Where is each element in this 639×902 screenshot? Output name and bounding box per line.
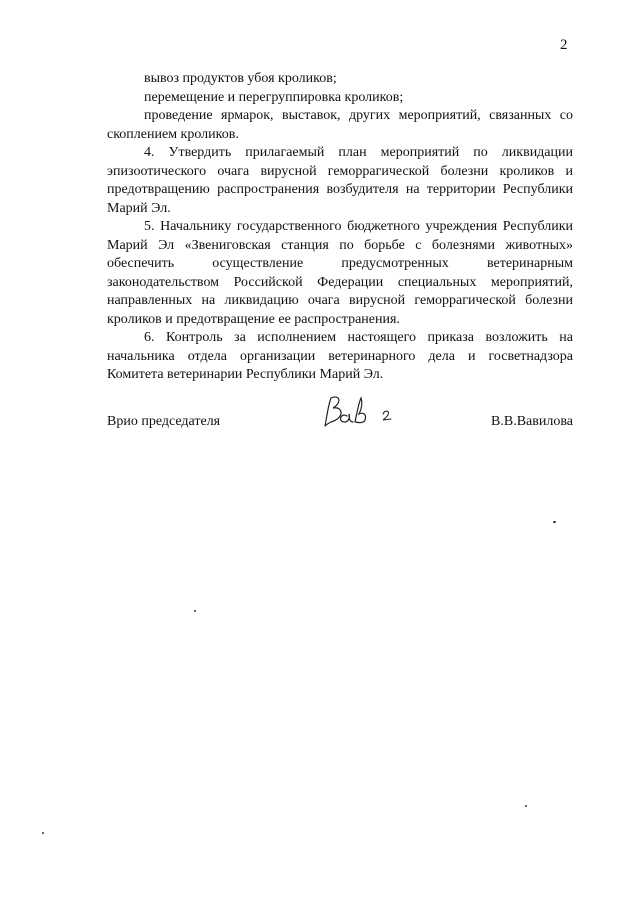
list-item-product-removal: вывоз продуктов убоя кроликов;	[144, 71, 337, 86]
paragraph-control-order: 6. Контроль за исполнением настоящего приказа возложить на начальника отдела организации ветеринарного дела и госветнадзора Комитета ветеринарии Республики Марий Эл.	[107, 330, 573, 382]
paragraph-approve-plan: 4. Утвердить прилагаемый план мероприятий по ликвидации эпизоотического очага вирусной геморрагической болезни кроликов и предотвращению распространения возбудителя на территории Республики Марий Эл.	[107, 145, 573, 216]
scan-speck	[42, 832, 44, 834]
scan-speck	[553, 521, 556, 523]
list-item-fairs-exhibitions: проведение ярмарок, выставок, других мероприятий, связанных со скоплением кроликов.	[107, 108, 573, 142]
signatory-position: Врио председателя	[107, 414, 221, 429]
document-body	[107, 70, 573, 385]
page-number: 2	[560, 37, 568, 53]
signatory-name: В.В.Вавилова	[491, 414, 573, 429]
paragraph-station-head-order: 5. Начальнику государственного бюджетного учреждения Республики Марий Эл «Звениговская станция по борьбе с болезнями животных» обеспечить осуществление предусмотренных ветеринарным законодательством Российской Федерации специальных мероприятий, направленных на ликвидацию очага вирусной геморрагической болезни кроликов и предотвращение ее распространения.	[107, 219, 573, 327]
signature-block	[107, 392, 573, 442]
list-item-rabbit-movement: перемещение и перегруппировка кроликов;	[144, 89, 404, 105]
scan-speck	[194, 610, 196, 612]
scan-speck	[525, 805, 527, 807]
handwritten-signature	[319, 392, 399, 432]
